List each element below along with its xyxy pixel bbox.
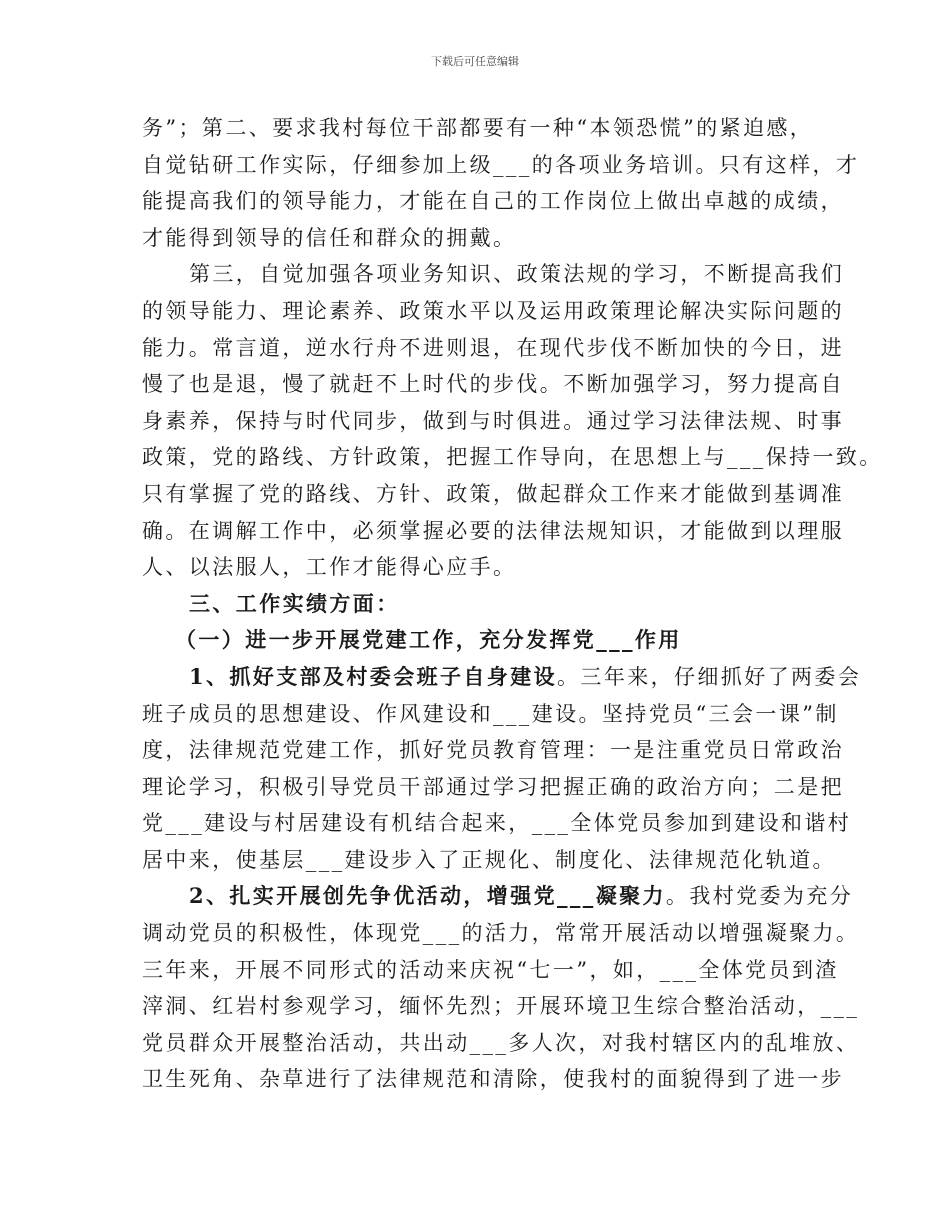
text-line: 身素养，保持与时代同步，做到与时俱进。通过学习法律法规、时事	[142, 408, 844, 433]
text-line: 只有掌握了党的路线、方针、政策，做起群众工作来才能做到基调准	[142, 481, 844, 506]
text-line: 党___建设与村居建设有机结合起来，___全体党员参加到建设和谐村	[142, 811, 852, 836]
text-line: 人、以法服人，工作才能得心应手。	[142, 555, 517, 580]
text-line: 居中来，使基层___建设步入了正规化、制度化、法律规范化轨道。	[142, 847, 836, 872]
paragraph-start-line	[142, 659, 862, 696]
text-line: 党员群众开展整治活动，共出动___多人次，对我村辖区内的乱堆放、	[142, 1030, 860, 1055]
text-line: 政策，党的路线、方针政策，把握工作导向，在思想上与___保持一致。	[142, 445, 883, 470]
page-header: 下载后可任意编辑	[431, 55, 519, 68]
text-line: 自觉钻研工作实际，仔细参加上级___的各项业务培训。只有这样，才	[142, 152, 860, 177]
text-line: 慢了也是退，慢了就赶不上时代的步伐。不断加强学习，努力提高自	[142, 372, 844, 397]
text-line: 调动党员的积极性，体现党___的活力，常常开展活动以增强凝聚力。	[142, 921, 860, 946]
item-title: 2、扎实开展创先争优活动，增强党___凝聚力	[189, 883, 666, 909]
paragraph-start-line: 第三，自觉加强各项业务知识、政策法规的学习，不断提高我们	[189, 262, 845, 287]
text-line: 务”；第二、要求我村每位干部都要有一种“本领恐慌”的紧迫感，	[142, 116, 814, 140]
section-heading: 三、工作实绩方面：	[189, 590, 400, 616]
subsection-heading: （一）进一步开展党建工作，充分发挥党___作用	[175, 627, 682, 653]
item-text: 。三年来，仔细抓好了两委会	[557, 664, 862, 689]
text-line: 滓洞、红岩村参观学习，缅怀先烈；开展环境卫生综合整治活动，___	[142, 994, 860, 1019]
paragraph-start-line	[142, 878, 854, 915]
text-line: 三年来，开展不同形式的活动来庆祝“七一”，如，___全体党员到渣	[142, 957, 839, 982]
item-title: 1、抓好支部及村委会班子自身建设	[189, 663, 558, 689]
text-line: 能力。常言道，逆水行舟不进则退，在现代步伐不断加快的今日，进	[142, 335, 844, 360]
text-line: 理论学习，积极引导党员干部通过学习把握正确的政治方向；二是把	[142, 774, 844, 799]
text-line: 度，法律规范党建工作，抓好党员教育管理：一是注重党员日常政治	[142, 738, 844, 763]
text-line: 卫生死角、杂草进行了法律规范和清除，使我村的面貌得到了进一步	[142, 1067, 844, 1092]
text-line: 能提高我们的领导能力，才能在自己的工作岗位上做出卓越的成绩，	[142, 189, 844, 214]
text-line: 确。在调解工作中，必须掌握必要的法律法规知识，才能做到以理服	[142, 518, 844, 543]
text-line: 的领导能力、理论素养、政策水平以及运用政策理论解决实际问题的	[142, 298, 844, 323]
text-line: 才能得到领导的信任和群众的拥戴。	[142, 225, 517, 250]
document-body	[142, 110, 883, 1098]
item-text: 。我村党委为充分	[665, 884, 854, 909]
text-line: 班子成员的思想建设、作风建设和___建设。坚持党员“三会一课”制	[142, 701, 839, 726]
